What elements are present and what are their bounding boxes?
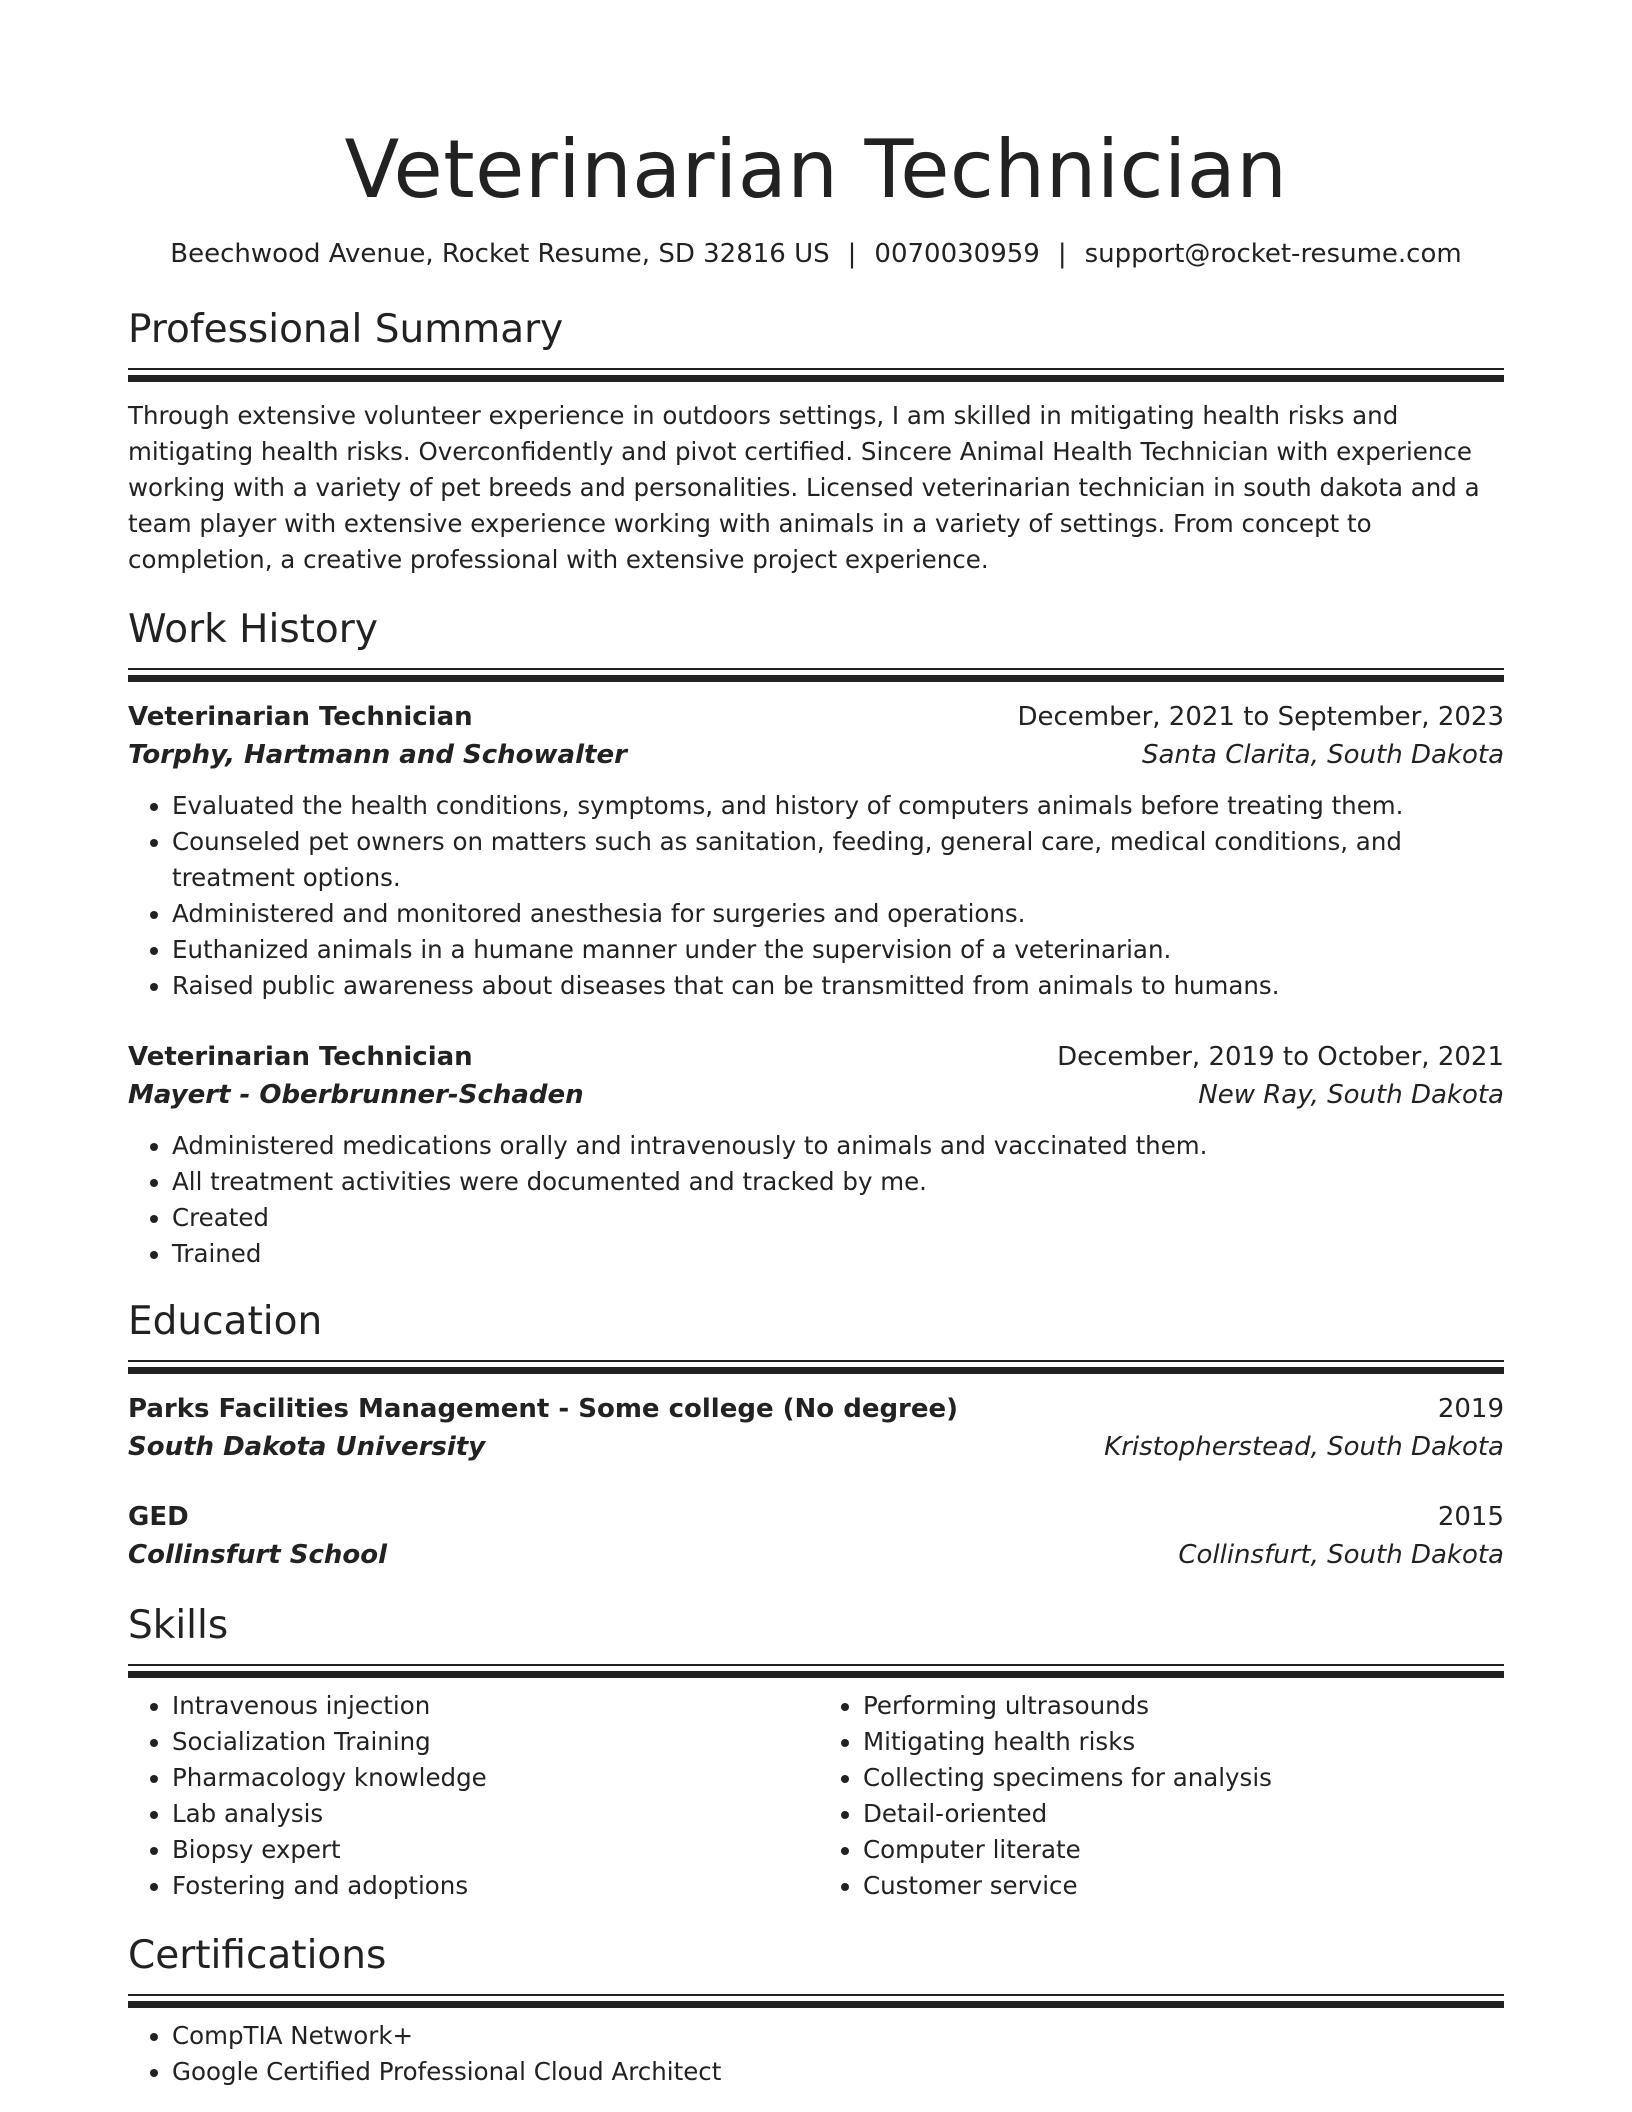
work-history-title: Work History (128, 607, 378, 652)
list-item: • Socialization Training (172, 1724, 813, 1760)
job-header (128, 1038, 1504, 1076)
skills-title: Skills (128, 1603, 229, 1648)
list-item: • CompTIA Network+ (172, 2018, 1504, 2054)
education-location: Kristopherstead, South Dakota (1104, 1432, 1504, 1462)
education-header (128, 1390, 1504, 1428)
education-location: Collinsfurt, South Dakota (1178, 1540, 1504, 1570)
list-item: • Fostering and adoptions (172, 1868, 813, 1904)
education-school: South Dakota University (128, 1432, 486, 1462)
list-item: • Lab analysis (172, 1796, 813, 1832)
education-title: Education (128, 1299, 323, 1344)
contact-separator: | (847, 239, 857, 269)
list-item: • Detail-oriented (863, 1796, 1504, 1832)
list-item: • Created (172, 1200, 1504, 1236)
skills-grid (128, 1688, 1504, 1904)
job-entry (128, 1038, 1504, 1272)
work-history-section (128, 606, 1504, 1272)
skills-section (128, 1602, 1504, 1904)
job-role: Veterinarian Technician (128, 1042, 473, 1072)
education-header (128, 1498, 1504, 1536)
list-item: • Intravenous injection (172, 1688, 813, 1724)
resume-name: Veterinarian Technician (344, 123, 1288, 216)
list-item: • Counseled pet owners on matters such as sanitation, feeding, general care, medical conditions, and treatment options. (172, 824, 1504, 896)
list-item: • Administered medications orally and intravenously to animals and vaccinated them. (172, 1128, 1504, 1164)
summary-section (128, 306, 1504, 578)
job-subheader (128, 1076, 1504, 1114)
job-dates: December, 2021 to September, 2023 (1017, 702, 1504, 732)
section-divider (128, 368, 1504, 382)
list-item: • Google Certified Professional Cloud Architect (172, 2054, 1504, 2090)
job-bullets (128, 788, 1504, 1004)
contact-separator: | (1057, 239, 1067, 269)
job-entry (128, 698, 1504, 1004)
education-year: 2019 (1437, 1394, 1504, 1424)
list-item: • Computer literate (863, 1832, 1504, 1868)
education-degree: Parks Facilities Management - Some college (No degree) (128, 1394, 959, 1424)
list-item: • Mitigating health risks (863, 1724, 1504, 1760)
certifications-list (128, 2018, 1504, 2090)
section-divider (128, 1994, 1504, 2008)
contact-line (128, 236, 1504, 272)
list-item: • Collecting specimens for analysis (863, 1760, 1504, 1796)
section-divider (128, 668, 1504, 682)
education-degree: GED (128, 1502, 189, 1532)
education-subheader (128, 1536, 1504, 1574)
certifications-title: Certifications (128, 1933, 387, 1978)
list-item: • Administered and monitored anesthesia for surgeries and operations. (172, 896, 1504, 932)
education-section (128, 1298, 1504, 1574)
section-divider (128, 1360, 1504, 1374)
skills-list-right (813, 1688, 1504, 1904)
job-dates: December, 2019 to October, 2021 (1057, 1042, 1504, 1072)
list-item: • Pharmacology knowledge (172, 1760, 813, 1796)
job-company: Torphy, Hartmann and Schowalter (128, 740, 627, 770)
education-year: 2015 (1437, 1502, 1504, 1532)
job-location: New Ray, South Dakota (1198, 1080, 1504, 1110)
job-header (128, 698, 1504, 736)
contact-address: Beechwood Avenue, Rocket Resume, SD 32816 US (170, 239, 830, 269)
job-location: Santa Clarita, South Dakota (1141, 740, 1504, 770)
education-subheader (128, 1428, 1504, 1466)
list-item: • Raised public awareness about diseases that can be transmitted from animals to humans. (172, 968, 1504, 1004)
job-subheader (128, 736, 1504, 774)
education-entry (128, 1390, 1504, 1466)
job-bullets (128, 1128, 1504, 1272)
education-entry (128, 1498, 1504, 1574)
skills-list-left (128, 1688, 813, 1904)
job-company: Mayert - Oberbrunner-Schaden (128, 1080, 584, 1110)
list-item: • Performing ultrasounds (863, 1688, 1504, 1724)
section-divider (128, 1664, 1504, 1678)
list-item: • Evaluated the health conditions, symptoms, and history of computers animals before treating them. (172, 788, 1504, 824)
list-item: • Trained (172, 1236, 1504, 1272)
list-item: • Customer service (863, 1868, 1504, 1904)
education-school: Collinsfurt School (128, 1540, 388, 1570)
list-item: • Euthanized animals in a humane manner under the supervision of a veterinarian. (172, 932, 1504, 968)
summary-text: Through extensive volunteer experience in outdoors settings, I am skilled in mitigating health risks and mitigating health risks. Overconfidently and pivot certified. Sincere Animal Health Technician with experience working with a variety of pet breeds and personalities. Licensed veterinarian technician in south dakota and a team player with extensive experience working with animals in a variety of settings. From concept to completion, a creative professional with extensive project experience. (128, 401, 1480, 574)
contact-phone: 0070030959 (874, 239, 1040, 269)
contact-email: support@rocket-resume.com (1084, 239, 1462, 269)
list-item: • All treatment activities were documented and tracked by me. (172, 1164, 1504, 1200)
list-item: • Biopsy expert (172, 1832, 813, 1868)
summary-title: Professional Summary (128, 307, 564, 352)
job-role: Veterinarian Technician (128, 702, 473, 732)
certifications-section (128, 1932, 1504, 2090)
